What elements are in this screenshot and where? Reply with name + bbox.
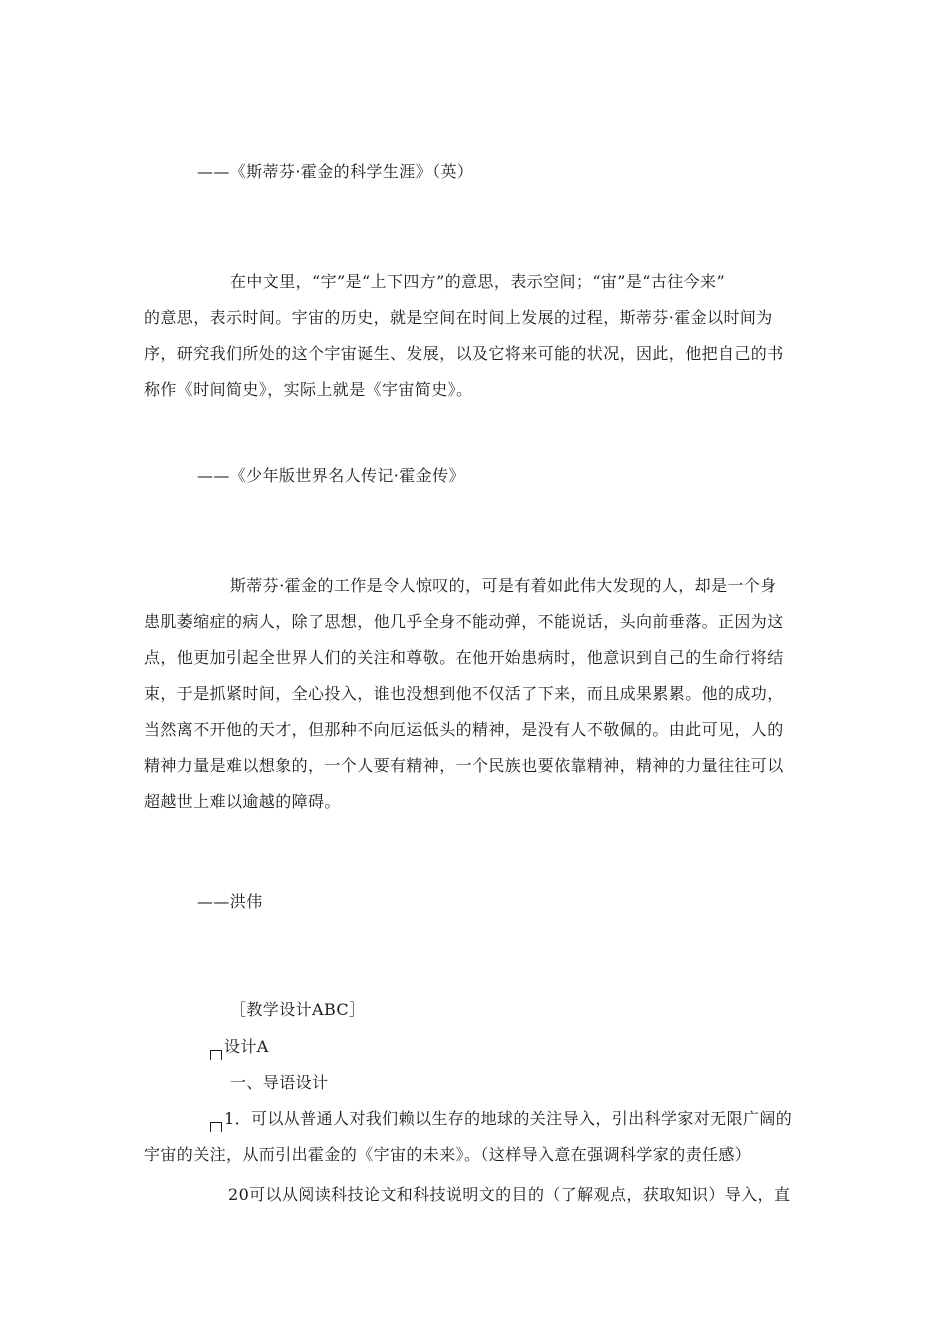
- bracket-mark-icon: [210, 1050, 222, 1060]
- item-line: [144, 1101, 808, 1137]
- item-1: [144, 1101, 808, 1173]
- section-heading: ［教学设计ABC］: [230, 1000, 366, 1019]
- paragraph-line: 称作《时间简史》，实际上就是《宇宙简史》。: [144, 380, 473, 399]
- item-line: 宇宙的关注，从而引出霍金的《宇宙的未来》。（这样导入意在强调科学家的责任感）: [144, 1145, 752, 1164]
- subsection-heading: 一、导语设计: [230, 1073, 329, 1092]
- paragraph-line: 精神力量是难以想象的，一个人要有精神，一个民族也要依靠精神，精神的力量往往可以: [144, 756, 784, 775]
- design-label: [210, 1037, 269, 1057]
- attribution-hawking-career: ——《斯蒂芬·霍金的科学生涯》（英）: [197, 162, 474, 181]
- item-line-text: 1．可以从普通人对我们赖以生存的地球的关注导入，引出科学家对无限广阔的: [224, 1109, 793, 1128]
- attribution-hong-wei: ——洪伟: [197, 892, 263, 911]
- paragraph-hawking-spirit: [144, 568, 808, 820]
- paragraph-line: 束，于是抓紧时间，全心投入，谁也没想到他不仅活了下来，而且成果累累。他的成功，: [144, 684, 784, 703]
- bracket-mark-icon: [210, 1122, 222, 1132]
- paragraph-line: 当然离不开他的天才，但那种不向厄运低头的精神，是没有人不敬佩的。由此可见，人的: [144, 720, 784, 739]
- paragraph-line: 点，他更加引起全世界人们的关注和尊敬。在他开始患病时，他意识到自己的生命行将结: [144, 648, 784, 667]
- paragraph-line: 在中文里，“宇”是“上下四方”的意思，表示空间；“宙”是“古往今来”: [230, 272, 726, 291]
- paragraph-line: 的意思，表示时间。宇宙的历史，就是空间在时间上发展的过程，斯蒂芬·霍金以时间为: [144, 308, 773, 327]
- design-label-text: 设计A: [224, 1037, 269, 1056]
- item-2: 20可以从阅读科技论文和科技说明文的目的（了解观点，获取知识）导入，直: [228, 1185, 791, 1204]
- paragraph-universe-meaning: [144, 264, 808, 408]
- paragraph-line: 超越世上难以逾越的障碍。: [144, 792, 341, 811]
- paragraph-line: 斯蒂芬·霍金的工作是令人惊叹的，可是有着如此伟大发现的人，却是一个身: [230, 576, 777, 595]
- paragraph-line: 患肌萎缩症的病人，除了思想，他几乎全身不能动弹，不能说话，头向前垂落。正因为这: [144, 612, 784, 631]
- attribution-hawking-biography: ——《少年版世界名人传记·霍金传》: [197, 466, 465, 485]
- paragraph-line: 序，研究我们所处的这个宇宙诞生、发展，以及它将来可能的状况，因此，他把自己的书: [144, 344, 784, 363]
